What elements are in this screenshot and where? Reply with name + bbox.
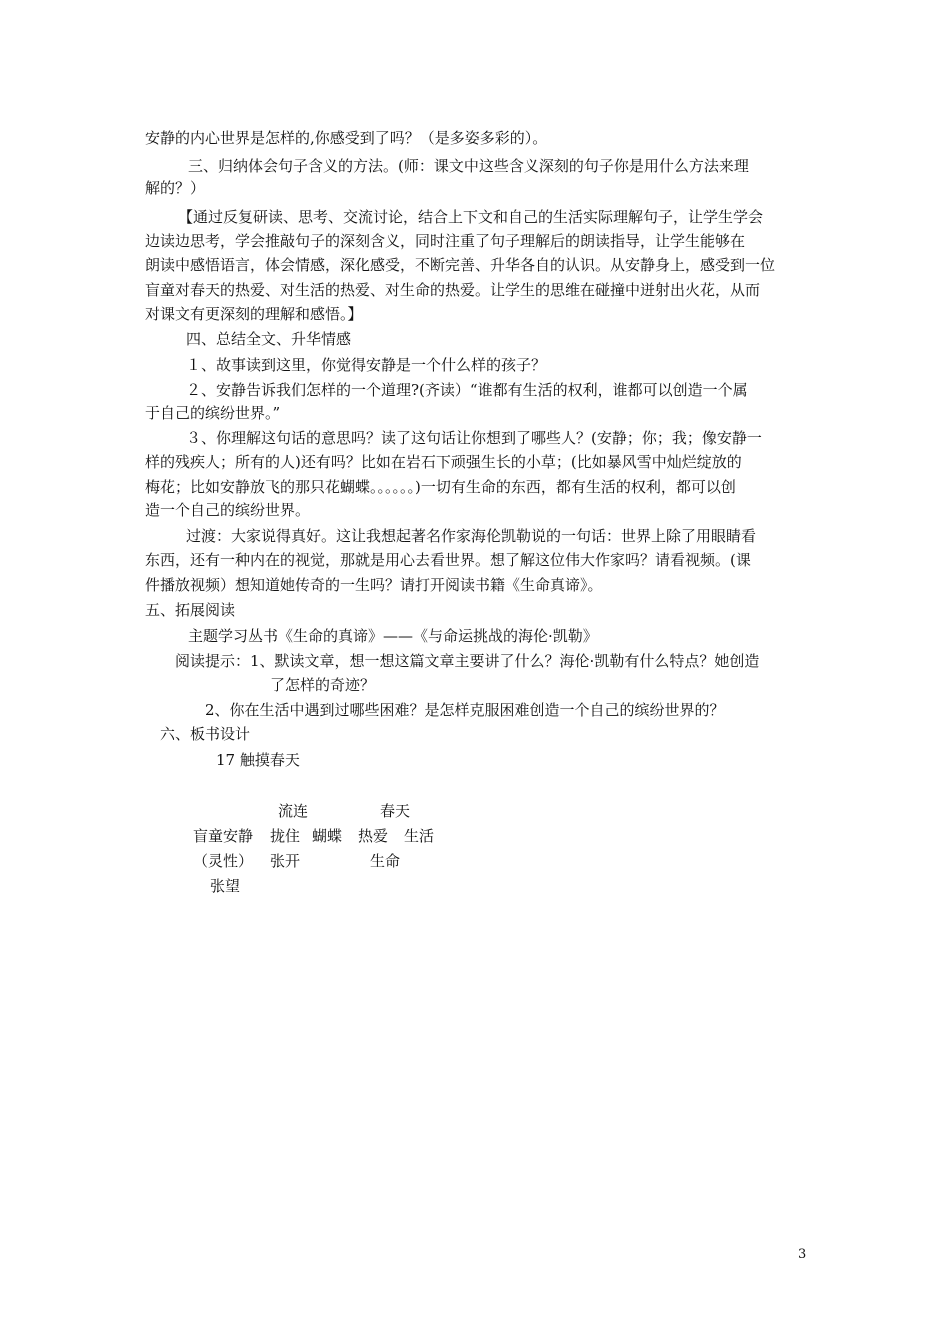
board-word: 生活 (404, 827, 435, 845)
text-line: 阅读提示：1、默读文章，想一想这篇文章主要讲了什么？海伦·凯勒有什么特点？她创造 (175, 652, 760, 670)
section-heading: 四、总结全文、升华情感 (186, 330, 352, 348)
text-line: 边读边思考，学会推敲句子的深刻含义，同时注重了句子理解后的朗读指导，让学生能够在 (145, 232, 746, 250)
text-line: ３、你理解这句话的意思吗？读了这句话让你想到了哪些人？(安静；你；我；像安静一 (186, 429, 762, 447)
text-line: 东西，还有一种内在的视觉，那就是用心去看世界。想了解这位伟大作家吗？请看视频。(课 (145, 551, 751, 569)
text-line: 了怎样的奇迹？ (270, 676, 376, 694)
section-heading: 五、拓展阅读 (145, 601, 236, 619)
section-heading: 三、归纳体会句子含义的方法。(师：课文中这些含义深刻的句子你是用什么方法来理 (188, 157, 749, 175)
board-title: 17 触摸春天 (216, 751, 300, 769)
board-word: 张开 (270, 852, 301, 870)
text-line: 主题学习丛书《生命的真谛》——《与命运挑战的海伦·凯勒》 (188, 627, 598, 645)
section-heading: 六、板书设计 (160, 725, 251, 743)
board-word: 张望 (210, 877, 241, 895)
board-word: 流连 (278, 802, 309, 820)
board-word: （灵性） (193, 852, 254, 870)
board-word: 拢住 (270, 827, 301, 845)
text-line: １、故事读到这里，你觉得安静是一个什么样的孩子？ (186, 356, 547, 374)
page-number: 3 (798, 1247, 807, 1262)
text-line: ２、安静告诉我们怎样的一个道理?(齐读）“谁都有生活的权利，谁都可以创造一个属 (186, 381, 748, 399)
text-line: 朗读中感悟语言，体会情感，深化感受，不断完善、升华各自的认识。从安静身上，感受到一位 (145, 256, 776, 274)
board-word: 生命 (370, 852, 401, 870)
text-line: 解的？） (145, 179, 206, 197)
board-word: 春天 (380, 802, 411, 820)
board-word: 热爱 (358, 827, 389, 845)
text-line: 【通过反复研读、思考、交流讨论，结合上下文和自己的生活实际理解句子，让学生学会 (178, 208, 764, 226)
text-line: 样的残疾人；所有的人)还有吗？比如在岩石下顽强生长的小草；(比如暴风雪中灿烂绽放的 (145, 453, 742, 471)
text-line: 安静的内心世界是怎样的,你感受到了吗？（是多姿多彩的）。 (145, 129, 548, 147)
text-line: 过渡：大家说得真好。这让我想起著名作家海伦凯勒说的一句话：世界上除了用眼睛看 (186, 527, 757, 545)
text-line: 对课文有更深刻的理解和感悟。】 (145, 305, 363, 323)
text-line: 2、你在生活中遇到过哪些困难？是怎样克服困难创造一个自己的缤纷世界的？ (205, 701, 725, 719)
text-line: 造一个自己的缤纷世界。 (145, 501, 311, 519)
text-line: 于自己的缤纷世界。” (145, 404, 281, 422)
text-line: 盲童对春天的热爱、对生活的热爱、对生命的热爱。让学生的思维在碰撞中迸射出火花，从而 (145, 281, 761, 299)
board-word: 蝴蝶 (312, 827, 343, 845)
text-line: 件播放视频）想知道她传奇的一生吗？请打开阅读书籍《生命真谛》。 (145, 576, 603, 594)
text-line: 梅花；比如安静放飞的那只花蝴蝶。。。。。。)一切有生命的东西，都有生活的权利，都可以创 (145, 478, 736, 496)
board-word: 盲童安静 (193, 827, 254, 845)
